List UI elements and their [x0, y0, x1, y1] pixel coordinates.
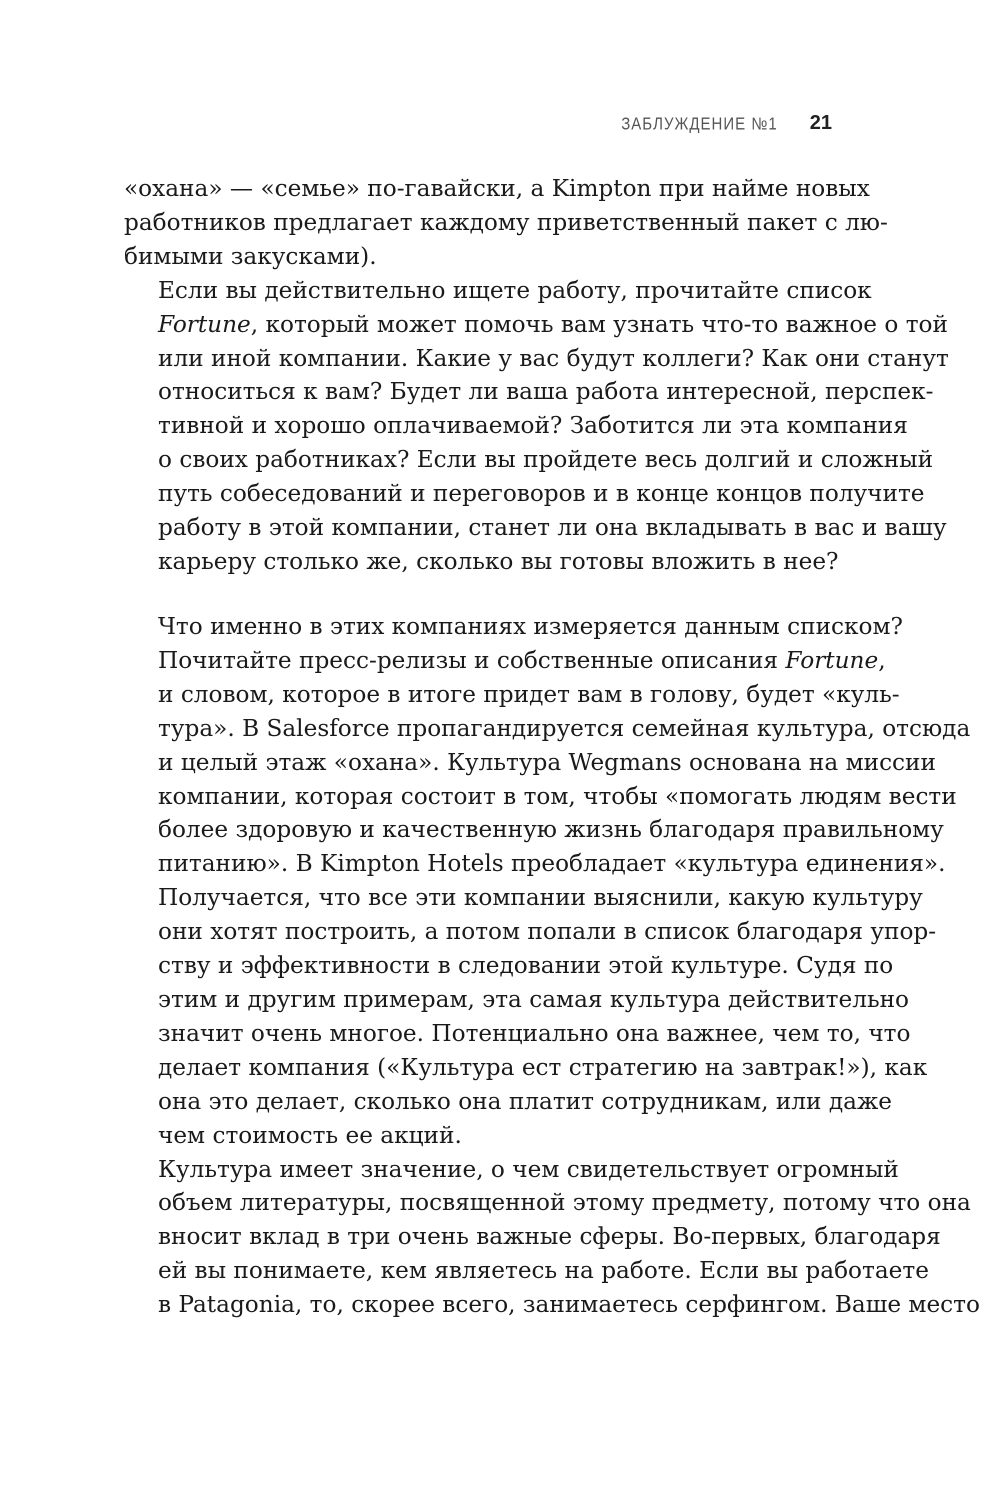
text-line: относиться к вам? Будет ли ваша работа интересной, перспек-	[158, 378, 934, 406]
text-line: этим и другим примерам, эта самая культура действительно	[158, 985, 910, 1013]
publication-title: Fortune	[158, 310, 251, 338]
page-number: 21	[809, 112, 832, 134]
text-line: Fortune, который может помочь вам узнать что-то важное о той	[158, 310, 948, 338]
text-line: ей вы понимаете, кем являетесь на работе. Если вы работаете	[158, 1257, 929, 1285]
text-line: тура». В Salesforce пропагандируется семейная культура, отсюда	[158, 714, 971, 742]
text-line: бимыми закусками).	[124, 242, 377, 270]
text-line: Что именно в этих компаниях измеряется данным списком?	[158, 613, 903, 640]
text-line: путь собеседований и переговоров и в конце концов получите	[158, 480, 925, 508]
text-line: они хотят построить, а потом попали в список благодаря упор-	[158, 918, 937, 946]
paragraph	[124, 172, 888, 274]
text-line: она это делает, сколько она платит сотрудникам, или даже	[158, 1087, 893, 1115]
text-line: Если вы действительно ищете работу, прочитайте список	[158, 276, 872, 304]
text-line: и целый этаж «охана». Культура Wegmans основана на миссии	[158, 748, 936, 776]
text-block-1	[124, 172, 949, 579]
publication-title: Fortune	[785, 646, 879, 674]
text-line: в Patagonia, то, скорее всего, занимаетесь серфингом. Ваше место	[158, 1291, 980, 1319]
text-line: делает компания («Культура ест стратегию на завтрак!»), как	[158, 1053, 928, 1081]
text-line: о своих работниках? Если вы пройдете весь долгий и сложный	[158, 446, 934, 474]
text-line: работу в этой компании, станет ли она вкладывать в вас и вашу	[158, 514, 947, 542]
running-header	[621, 112, 832, 135]
paragraph	[124, 610, 971, 1153]
text-line: объем литературы, посвященной этому предмету, потому что она	[158, 1189, 971, 1217]
running-title: ЗАБЛУЖДЕНИЕ №1	[621, 114, 778, 135]
text-line: питанию». В Kimpton Hotels преобладает «культура единения».	[158, 850, 946, 878]
text-line: «охана» — «семье» по-гавайски, а Kimpton при найме новых	[124, 175, 870, 202]
text-line: и словом, которое в итоге придет вам в голову, будет «куль-	[158, 680, 900, 708]
text-line: работников предлагает каждому приветственный пакет с лю-	[124, 208, 888, 236]
text-line: ству и эффективности в следовании этой культуре. Судя по	[158, 952, 894, 980]
text-line: тивной и хорошо оплачиваемой? Заботится ли эта компания	[158, 412, 908, 440]
text-line: Почитайте пресс-релизы и собственные описания Fortune,	[158, 646, 886, 674]
text-line: Культура имеет значение, о чем свидетельствует огромный	[158, 1155, 899, 1183]
text-line: чем стоимость ее акций.	[158, 1121, 462, 1149]
text-line: значит очень многое. Потенциально она важнее, чем то, что	[158, 1019, 911, 1047]
text-block-2	[124, 610, 980, 1322]
text-line: карьеру столько же, сколько вы готовы вложить в нее?	[158, 547, 839, 575]
text-line: компании, которая состоит в том, чтобы «помогать людям вести	[158, 782, 957, 810]
paragraph	[124, 1153, 980, 1323]
paragraph	[124, 274, 949, 579]
text-line: Получается, что все эти компании выяснили, какую культуру	[158, 884, 923, 912]
text-line: более здоровую и качественную жизнь благодаря правильному	[158, 816, 944, 844]
text-line: или иной компании. Какие у вас будут коллеги? Как они станут	[158, 344, 949, 372]
text-line: вносит вклад в три очень важные сферы. Во-первых, благодаря	[158, 1223, 941, 1251]
